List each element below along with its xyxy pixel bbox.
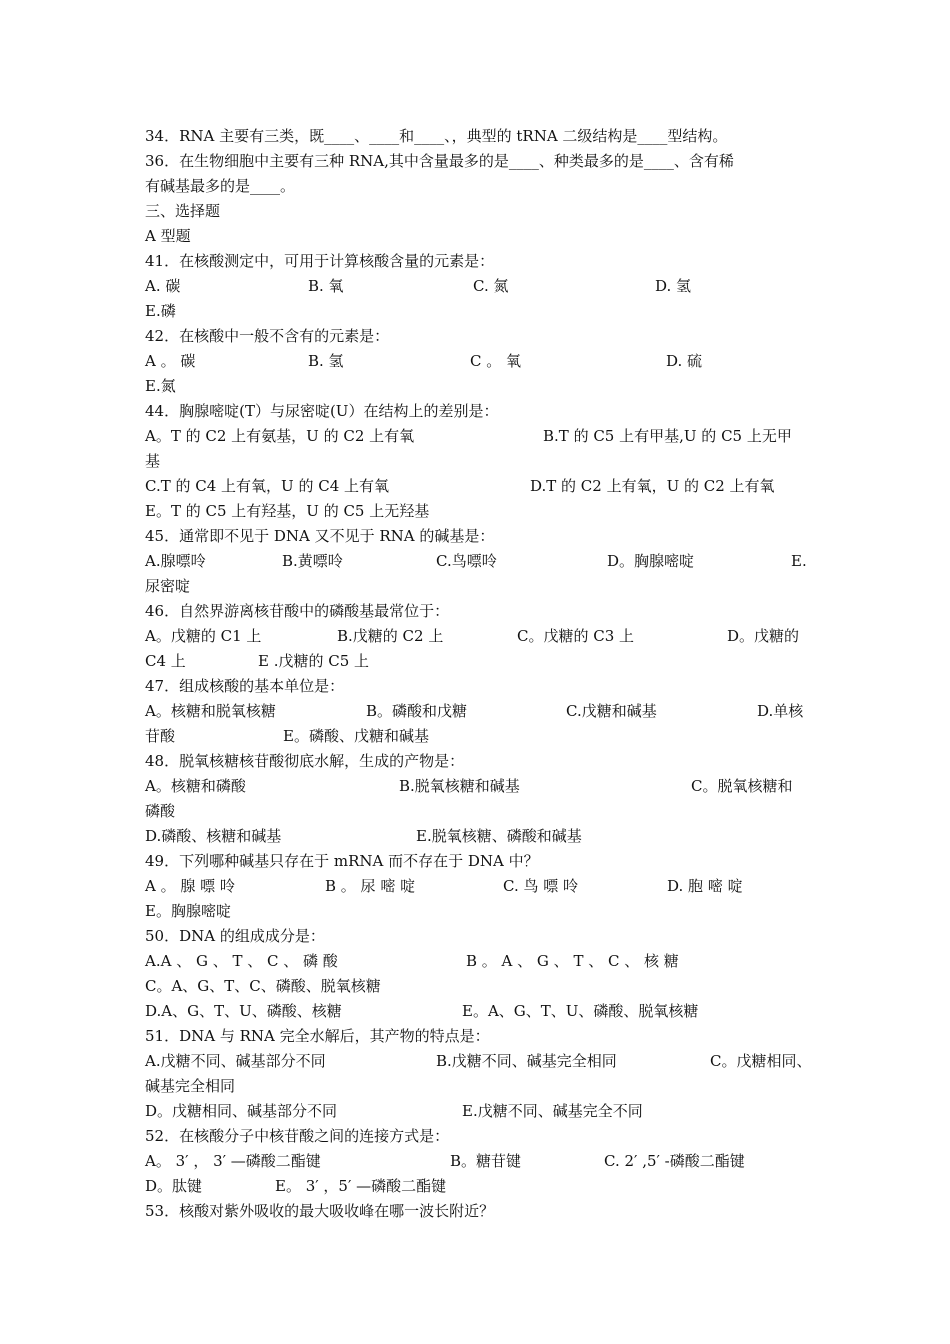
option-44-c: C.T 的 C4 上有氧，U 的 C4 上有氧 [145,477,390,495]
option-41-e: E.磷 [145,302,176,320]
option-47-d: D.单核 [757,702,804,720]
option-42-c: C 。 氧 [470,352,522,370]
option-49-b: B 。 尿 嘧 啶 [325,877,416,895]
option-52-c: C. 2′ ,5′ -磷酸二酯键 [604,1152,745,1170]
question-49: 49．下列哪种碱基只存在于 mRNA 而不存在于 DNA 中？ [145,852,539,870]
option-51-e: E.戊糖不同、碱基完全不同 [462,1102,643,1120]
option-51-a: A.戊糖不同、碱基部分不同 [145,1052,326,1070]
option-47-e: E。磷酸、戊糖和碱基 [283,727,429,745]
option-50-c: C。A、G、T、C、磷酸、脱氧核糖 [145,977,381,995]
option-45-b: B.黄嘌呤 [282,552,343,570]
option-48-c-cont: 磷酸 [145,802,176,820]
option-46-d: D。戊糖的 [727,627,800,645]
option-50-a: A.A 、 G 、 T 、 C 、 磷 酸 [145,952,338,970]
option-46-e: E .戊糖的 C5 上 [258,652,370,670]
question-36-cont: 有碱基最多的是____。 [145,177,296,195]
question-36: 36．在生物细胞中主要有三种 RNA,其中含量最多的是____、种类最多的是____、含有稀 [145,152,734,170]
option-46-c: C。戊糖的 C3 上 [517,627,635,645]
option-45-e-cont: 尿密啶 [145,577,191,595]
option-42-b: B. 氢 [308,352,344,370]
question-47: 47．组成核酸的基本单位是： [145,677,345,695]
option-51-c: C。戊糖相同、 [710,1052,812,1070]
question-48: 48．脱氧核糖核苷酸彻底水解，生成的产物是： [145,752,465,770]
option-45-d: D。胸腺嘧啶 [607,552,695,570]
option-48-c: C。脱氧核糖和 [691,777,793,795]
option-42-d: D. 硫 [666,352,703,370]
option-51-c-cont: 碱基完全相同 [145,1077,236,1095]
option-44-e: E。T 的 C5 上有羟基，U 的 C5 上无羟基 [145,502,430,520]
option-49-e: E。胸腺嘧啶 [145,902,231,920]
question-51: 51．DNA 与 RNA 完全水解后，其产物的特点是： [145,1027,490,1045]
question-45: 45．通常即不见于 DNA 又不见于 RNA 的碱基是： [145,527,495,545]
option-44-b-cont: 基 [145,452,161,470]
option-46-a: A。戊糖的 C1 上 [145,627,262,645]
option-46-d-cont: C4 上 [145,652,186,670]
section-heading: 三、选择题 [145,202,221,220]
option-49-d: D. 胞 嘧 啶 [667,877,743,895]
option-42-a: A 。 碳 [145,352,196,370]
option-51-d: D。戊糖相同、碱基部分不同 [145,1102,338,1120]
option-41-c: C. 氮 [473,277,509,295]
option-45-a: A.腺嘌呤 [145,552,206,570]
option-44-a: A。T 的 C2 上有氨基，U 的 C2 上有氧 [145,427,415,445]
question-50: 50．DNA 的组成成分是： [145,927,325,945]
question-42: 42．在核酸中一般不含有的元素是： [145,327,390,345]
option-47-a: A。核糖和脱氧核糖 [145,702,276,720]
question-52: 52．在核酸分子中核苷酸之间的连接方式是： [145,1127,450,1145]
option-50-b: B 。 A 、 G 、 T 、 C 、 核 糖 [466,952,679,970]
option-48-d: D.磷酸、核糖和碱基 [145,827,282,845]
option-42-e: E.氮 [145,377,176,395]
question-34: 34．RNA 主要有三类，既____、____和____、，典型的 tRNA 二级结构是____型结构。 [145,127,728,145]
option-48-e: E.脱氧核糖、磷酸和碱基 [416,827,582,845]
option-52-e: E。 3′ ，5′ —磷酸二酯键 [275,1177,447,1195]
option-44-b: B.T 的 C5 上有甲基,U 的 C5 上无甲 [543,427,792,445]
question-41: 41．在核酸测定中，可用于计算核酸含量的元素是： [145,252,495,270]
question-46: 46．自然界游离核苷酸中的磷酸基最常位于： [145,602,450,620]
option-50-d: D.A、G、T、U、磷酸、核糖 [145,1002,342,1020]
option-52-b: B。糖苷键 [450,1152,522,1170]
subsection-heading: A 型题 [145,227,191,245]
option-47-c: C.戊糖和碱基 [566,702,657,720]
option-44-d: D.T 的 C2 上有氧，U 的 C2 上有氧 [530,477,775,495]
option-45-e: E. [791,552,807,570]
option-52-d: D。肽键 [145,1177,203,1195]
option-50-e: E。A、G、T、U、磷酸、脱氧核糖 [462,1002,699,1020]
option-48-a: A。核糖和磷酸 [145,777,246,795]
option-41-d: D. 氢 [655,277,692,295]
option-46-b: B.戊糖的 C2 上 [337,627,444,645]
option-48-b: B.脱氧核糖和碱基 [399,777,520,795]
option-51-b: B.戊糖不同、碱基完全相同 [436,1052,617,1070]
option-45-c: C.鸟嘌呤 [436,552,497,570]
option-41-a: A. 碳 [145,277,181,295]
option-47-d-cont: 苷酸 [145,727,176,745]
option-47-b: B。磷酸和戊糖 [366,702,468,720]
question-53: 53．核酸对紫外吸收的最大吸收峰在哪一波长附近？ [145,1202,495,1220]
option-49-a: A 。 腺 嘌 呤 [145,877,235,895]
question-44: 44．胸腺嘧啶(T）与尿密啶(U）在结构上的差别是： [145,402,499,420]
option-52-a: A。 3′ ， 3′ —磷酸二酯键 [145,1152,321,1170]
option-41-b: B. 氧 [308,277,344,295]
option-49-c: C. 鸟 嘌 呤 [503,877,579,895]
